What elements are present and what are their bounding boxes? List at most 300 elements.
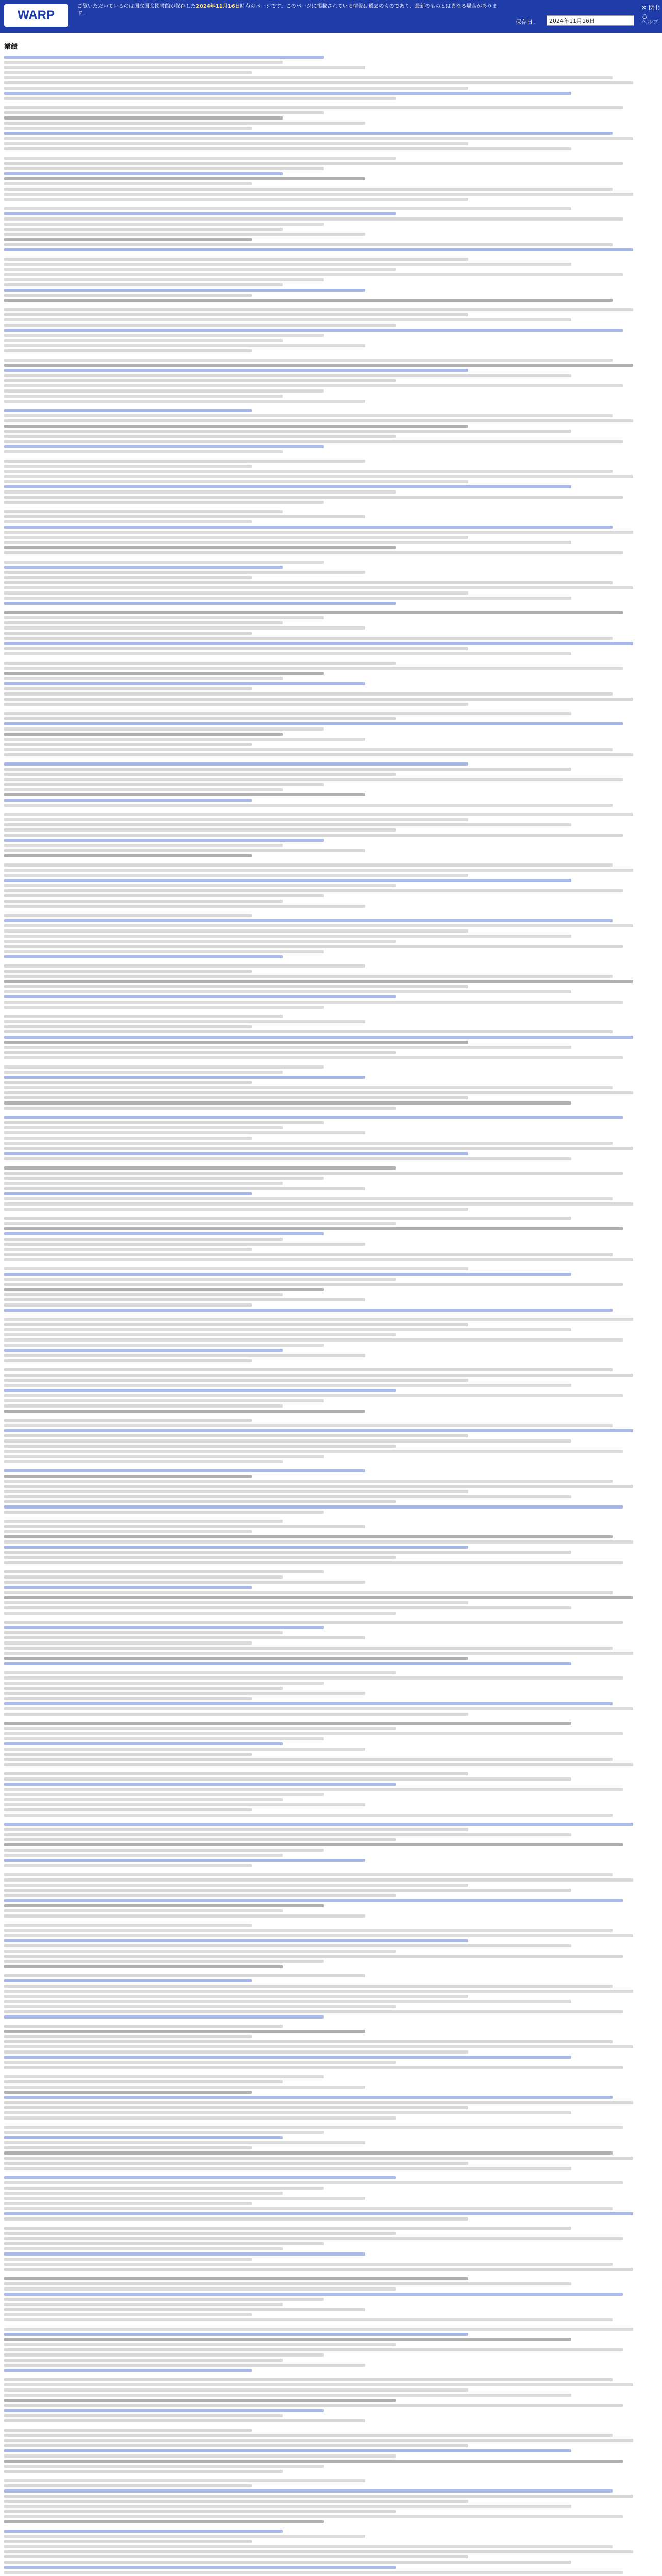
text-line-placeholder bbox=[4, 2333, 468, 2336]
text-line-placeholder bbox=[4, 2167, 571, 2170]
text-line-placeholder bbox=[4, 2530, 283, 2533]
text-line-placeholder bbox=[4, 1889, 571, 1892]
text-line-placeholder bbox=[4, 2162, 468, 2165]
text-line-placeholder bbox=[4, 435, 396, 438]
text-line-placeholder bbox=[4, 1445, 396, 1448]
text-line-placeholder bbox=[4, 940, 396, 943]
text-line-placeholder bbox=[4, 2131, 324, 2134]
text-line-placeholder bbox=[4, 1990, 633, 1993]
text-line-placeholder bbox=[4, 2545, 613, 2548]
text-line-placeholder bbox=[4, 611, 623, 614]
text-line-placeholder bbox=[4, 1036, 633, 1039]
text-line-placeholder bbox=[4, 743, 252, 746]
text-line-placeholder bbox=[4, 1854, 283, 1857]
text-line-placeholder bbox=[4, 349, 252, 352]
text-line-placeholder bbox=[4, 2242, 324, 2245]
text-line-placeholder bbox=[4, 2141, 365, 2144]
text-line-placeholder bbox=[4, 1328, 571, 1331]
text-line-placeholder bbox=[4, 1657, 468, 1660]
text-line-placeholder bbox=[4, 2520, 324, 2523]
text-line-placeholder bbox=[4, 698, 633, 701]
text-line-placeholder bbox=[4, 975, 613, 978]
text-line-placeholder bbox=[4, 1581, 365, 1584]
text-line-placeholder bbox=[4, 1556, 396, 1559]
text-line-placeholder bbox=[4, 2050, 468, 2054]
text-line-placeholder bbox=[4, 258, 468, 261]
text-line-placeholder bbox=[4, 1641, 252, 1645]
text-line-placeholder bbox=[4, 576, 252, 579]
text-line-placeholder bbox=[4, 490, 396, 494]
text-line-placeholder bbox=[4, 496, 623, 499]
text-line-placeholder bbox=[4, 536, 468, 539]
text-line-placeholder bbox=[4, 2101, 633, 2104]
text-line-placeholder bbox=[4, 1713, 468, 1716]
text-line-placeholder bbox=[4, 510, 283, 513]
text-line-placeholder bbox=[4, 2015, 324, 2019]
text-line-placeholder bbox=[4, 2010, 623, 2013]
text-line-placeholder bbox=[4, 116, 283, 120]
text-line-placeholder bbox=[4, 470, 613, 473]
text-line-placeholder bbox=[4, 753, 633, 756]
text-line-placeholder bbox=[4, 1208, 468, 1211]
text-line-placeholder bbox=[4, 1859, 365, 1862]
text-line-placeholder bbox=[4, 1157, 571, 1160]
text-line-placeholder bbox=[4, 1152, 468, 1155]
text-line-placeholder bbox=[4, 2479, 365, 2482]
text-line-placeholder bbox=[4, 712, 571, 715]
text-line-placeholder bbox=[4, 874, 468, 877]
text-line-placeholder bbox=[4, 430, 571, 433]
text-line-placeholder bbox=[4, 1864, 252, 1867]
text-line-placeholder bbox=[4, 692, 613, 696]
text-line-placeholder bbox=[4, 515, 365, 518]
text-line-placeholder bbox=[4, 364, 633, 367]
text-line-placeholder bbox=[4, 1232, 324, 1235]
text-line-placeholder bbox=[4, 566, 283, 569]
text-line-placeholder bbox=[4, 889, 623, 892]
text-line-placeholder bbox=[4, 2207, 613, 2210]
text-line-placeholder bbox=[4, 1955, 623, 1958]
text-line-placeholder bbox=[4, 2359, 283, 2362]
text-line-placeholder bbox=[4, 2409, 324, 2412]
text-line-placeholder bbox=[4, 1490, 468, 1493]
text-line-placeholder bbox=[4, 1814, 613, 1817]
text-line-placeholder bbox=[4, 137, 633, 140]
text-line-placeholder bbox=[4, 1354, 365, 1357]
text-line-placeholder bbox=[4, 1126, 283, 1129]
text-line-placeholder bbox=[4, 1359, 252, 1362]
text-line-placeholder bbox=[4, 445, 324, 448]
text-line-placeholder bbox=[4, 1763, 633, 1766]
text-line-placeholder bbox=[4, 1899, 623, 1902]
text-line-placeholder bbox=[4, 480, 468, 483]
text-line-placeholder bbox=[4, 1525, 365, 1528]
text-line-placeholder bbox=[4, 1121, 324, 1124]
text-line-placeholder bbox=[4, 1878, 633, 1882]
text-line-placeholder bbox=[4, 1424, 613, 1427]
text-line-placeholder bbox=[4, 1575, 283, 1579]
text-line-placeholder bbox=[4, 1823, 633, 1826]
text-line-placeholder bbox=[4, 2237, 623, 2240]
text-line-placeholder bbox=[4, 1147, 633, 1150]
text-line-placeholder bbox=[4, 1601, 468, 1604]
text-line-placeholder bbox=[4, 970, 252, 973]
text-line-placeholder bbox=[4, 935, 571, 938]
capture-date-select[interactable]: 2024年11月16日 bbox=[547, 15, 634, 26]
text-line-placeholder bbox=[4, 425, 468, 428]
text-line-placeholder bbox=[4, 1551, 571, 1554]
text-line-placeholder bbox=[4, 2217, 468, 2221]
text-line-placeholder bbox=[4, 400, 365, 403]
text-line-placeholder bbox=[4, 602, 396, 605]
text-line-placeholder bbox=[4, 87, 468, 90]
text-line-placeholder bbox=[4, 1965, 283, 1968]
text-line-placeholder bbox=[4, 2394, 571, 2397]
text-line-placeholder bbox=[4, 1753, 252, 1756]
text-line-placeholder bbox=[4, 1495, 571, 1498]
text-line-placeholder bbox=[4, 1682, 324, 1685]
text-line-placeholder bbox=[4, 1979, 252, 1982]
text-line-placeholder bbox=[4, 233, 365, 236]
text-line-placeholder bbox=[4, 894, 324, 897]
text-line-placeholder bbox=[4, 1142, 613, 1145]
text-line-placeholder bbox=[4, 278, 324, 281]
text-line-placeholder bbox=[4, 1500, 396, 1503]
text-line-placeholder bbox=[4, 339, 283, 342]
text-line-placeholder bbox=[4, 2086, 365, 2089]
text-line-placeholder bbox=[4, 1904, 324, 1907]
text-line-placeholder bbox=[4, 828, 396, 832]
text-line-placeholder bbox=[4, 2500, 468, 2503]
text-line-placeholder bbox=[4, 2404, 623, 2407]
text-line-placeholder bbox=[4, 71, 252, 74]
text-line-placeholder bbox=[4, 374, 571, 377]
text-line-placeholder bbox=[4, 1950, 396, 1953]
text-line-placeholder bbox=[4, 228, 283, 231]
text-line-placeholder bbox=[4, 1222, 396, 1225]
text-line-placeholder bbox=[4, 1303, 252, 1307]
text-line-placeholder bbox=[4, 929, 468, 933]
text-line-placeholder bbox=[4, 2571, 623, 2574]
text-line-placeholder bbox=[4, 2419, 365, 2422]
text-line-placeholder bbox=[4, 384, 623, 387]
text-line-placeholder bbox=[4, 395, 283, 398]
text-line-placeholder bbox=[4, 945, 623, 948]
text-line-placeholder bbox=[4, 2258, 252, 2261]
text-line-placeholder bbox=[4, 2025, 283, 2028]
text-line-placeholder bbox=[4, 1065, 324, 1069]
text-line-placeholder bbox=[4, 1985, 613, 1988]
text-line-placeholder bbox=[4, 273, 623, 276]
text-line-placeholder bbox=[4, 1278, 396, 1281]
text-line-placeholder bbox=[4, 313, 468, 316]
text-line-placeholder bbox=[4, 379, 396, 382]
text-line-placeholder bbox=[4, 2227, 571, 2230]
text-line-placeholder bbox=[4, 147, 571, 150]
text-line-placeholder bbox=[4, 1460, 283, 1463]
text-line-placeholder bbox=[4, 2348, 623, 2351]
text-line-placeholder bbox=[4, 1001, 623, 1004]
text-line-placeholder bbox=[4, 1344, 324, 1347]
text-line-placeholder bbox=[4, 299, 613, 302]
text-line-placeholder bbox=[4, 1924, 252, 1927]
text-line-placeholder bbox=[4, 2510, 396, 2513]
text-line-placeholder bbox=[4, 1626, 324, 1629]
text-line-placeholder bbox=[4, 2434, 613, 2437]
text-line-placeholder bbox=[4, 2449, 571, 2452]
page-title: 業績 bbox=[4, 43, 18, 51]
text-line-placeholder bbox=[4, 2176, 396, 2179]
text-line-placeholder bbox=[4, 2484, 252, 2487]
text-line-placeholder bbox=[4, 762, 468, 766]
text-line-placeholder bbox=[4, 597, 571, 600]
text-line-placeholder bbox=[4, 652, 571, 655]
text-line-placeholder bbox=[4, 2126, 623, 2129]
text-line-placeholder bbox=[4, 2096, 613, 2099]
text-line-placeholder bbox=[4, 2293, 623, 2296]
text-line-placeholder bbox=[4, 2369, 252, 2372]
text-line-placeholder bbox=[4, 1076, 365, 1079]
text-line-placeholder bbox=[4, 2550, 633, 2553]
text-line-placeholder bbox=[4, 212, 396, 215]
text-line-placeholder bbox=[4, 1197, 613, 1200]
text-line-placeholder bbox=[4, 2151, 613, 2155]
text-line-placeholder bbox=[4, 217, 623, 221]
text-line-placeholder bbox=[4, 1833, 571, 1836]
text-line-placeholder bbox=[4, 1333, 396, 1336]
text-line-placeholder bbox=[4, 531, 633, 534]
text-line-placeholder bbox=[4, 778, 623, 781]
text-line-placeholder bbox=[4, 2035, 252, 2038]
text-line-placeholder bbox=[4, 1288, 324, 1291]
text-line-placeholder bbox=[4, 2268, 633, 2271]
text-line-placeholder bbox=[4, 1187, 365, 1190]
text-line-placeholder bbox=[4, 919, 613, 922]
text-line-placeholder bbox=[4, 1015, 283, 1018]
text-line-placeholder bbox=[4, 2212, 633, 2215]
text-line-placeholder bbox=[4, 561, 324, 564]
text-line-placeholder bbox=[4, 647, 468, 650]
text-line-placeholder bbox=[4, 1727, 396, 1730]
text-line-placeholder bbox=[4, 2202, 252, 2205]
text-line-placeholder bbox=[4, 193, 633, 196]
text-line-placeholder bbox=[4, 990, 571, 993]
text-line-placeholder bbox=[4, 111, 324, 114]
text-line-placeholder bbox=[4, 1631, 283, 1634]
text-line-placeholder bbox=[4, 1505, 623, 1509]
text-line-placeholder bbox=[4, 1071, 283, 1074]
text-line-placeholder bbox=[4, 81, 633, 84]
text-line-placeholder bbox=[4, 1636, 365, 1639]
text-line-placeholder bbox=[4, 1596, 633, 1599]
text-line-placeholder bbox=[4, 308, 633, 311]
text-line-placeholder bbox=[4, 2298, 324, 2301]
text-line-placeholder bbox=[4, 1051, 396, 1054]
text-line-placeholder bbox=[4, 248, 633, 251]
text-line-placeholder bbox=[4, 268, 396, 271]
text-line-placeholder bbox=[4, 2197, 365, 2200]
text-line-placeholder bbox=[4, 793, 365, 796]
text-line-placeholder bbox=[4, 1202, 633, 1206]
warp-logo[interactable]: WARP bbox=[4, 4, 68, 27]
text-line-placeholder bbox=[4, 642, 633, 645]
text-line-placeholder bbox=[4, 157, 396, 160]
text-line-placeholder bbox=[4, 1606, 571, 1609]
text-line-placeholder bbox=[4, 884, 396, 887]
text-line-placeholder bbox=[4, 1116, 623, 1119]
text-line-placeholder bbox=[4, 2091, 252, 2094]
text-line-placeholder bbox=[4, 1248, 252, 1251]
text-line-placeholder bbox=[4, 2378, 613, 2381]
text-line-placeholder bbox=[4, 526, 613, 529]
text-line-placeholder bbox=[4, 1612, 396, 1615]
text-line-placeholder bbox=[4, 703, 468, 706]
text-line-placeholder bbox=[4, 1621, 623, 1624]
text-line-placeholder bbox=[4, 172, 283, 175]
text-line-placeholder bbox=[4, 1828, 468, 1831]
text-line-placeholder bbox=[4, 616, 324, 619]
text-line-placeholder bbox=[4, 389, 324, 393]
text-line-placeholder bbox=[4, 1309, 613, 1312]
text-line-placeholder bbox=[4, 359, 613, 362]
text-line-placeholder bbox=[4, 2444, 468, 2447]
text-line-placeholder bbox=[4, 667, 623, 670]
text-line-placeholder bbox=[4, 283, 283, 286]
text-line-placeholder bbox=[4, 1722, 571, 1725]
text-line-placeholder bbox=[4, 2364, 365, 2367]
text-line-placeholder bbox=[4, 2328, 633, 2331]
text-line-placeholder bbox=[4, 1944, 571, 1947]
text-line-placeholder bbox=[4, 1046, 571, 1049]
text-line-placeholder bbox=[4, 2277, 468, 2280]
text-line-placeholder bbox=[4, 1909, 283, 1912]
text-line-placeholder bbox=[4, 586, 633, 589]
text-line-placeholder bbox=[4, 2247, 283, 2250]
text-line-placeholder bbox=[4, 2146, 252, 2149]
text-line-placeholder bbox=[4, 914, 252, 917]
text-line-placeholder bbox=[4, 2555, 468, 2558]
notice-date: 2024年11月16日 bbox=[196, 4, 240, 9]
text-line-placeholder bbox=[4, 263, 571, 266]
text-line-placeholder bbox=[4, 980, 633, 983]
text-line-placeholder bbox=[4, 2388, 468, 2392]
text-line-placeholder bbox=[4, 2303, 283, 2306]
text-line-placeholder bbox=[4, 687, 252, 690]
text-line-placeholder bbox=[4, 1793, 324, 1796]
text-line-placeholder bbox=[4, 2566, 396, 2569]
text-line-placeholder bbox=[4, 450, 283, 453]
text-line-placeholder bbox=[4, 1758, 613, 1761]
text-line-placeholder bbox=[4, 207, 571, 210]
text-line-placeholder bbox=[4, 804, 613, 807]
text-line-placeholder bbox=[4, 1530, 252, 1533]
close-banner-button[interactable]: ✕ 閉じる bbox=[641, 4, 661, 20]
text-line-placeholder bbox=[4, 1849, 324, 1852]
text-line-placeholder bbox=[4, 1455, 324, 1458]
text-line-placeholder bbox=[4, 1006, 324, 1009]
text-line-placeholder bbox=[4, 1368, 613, 1371]
text-line-placeholder bbox=[4, 621, 283, 624]
text-line-placeholder bbox=[4, 863, 613, 867]
help-link[interactable]: ヘルプ bbox=[641, 19, 658, 25]
text-line-placeholder bbox=[4, 1258, 633, 1261]
text-line-placeholder bbox=[4, 541, 571, 544]
text-line-placeholder bbox=[4, 1086, 613, 1089]
text-line-placeholder bbox=[4, 2561, 571, 2564]
text-line-placeholder bbox=[4, 177, 365, 180]
text-line-placeholder bbox=[4, 2232, 396, 2235]
text-line-placeholder bbox=[4, 1480, 613, 1483]
text-line-placeholder bbox=[4, 581, 613, 584]
text-line-placeholder bbox=[4, 1182, 283, 1185]
text-line-placeholder bbox=[4, 1338, 623, 1342]
text-line-placeholder bbox=[4, 844, 283, 847]
text-line-placeholder bbox=[4, 1394, 623, 1397]
text-line-placeholder bbox=[4, 2515, 623, 2518]
text-line-placeholder bbox=[4, 2080, 283, 2083]
text-line-placeholder bbox=[4, 1293, 283, 1296]
text-line-placeholder bbox=[4, 243, 613, 246]
text-line-placeholder bbox=[4, 1546, 468, 1549]
text-line-placeholder bbox=[4, 1995, 468, 1998]
text-line-placeholder bbox=[4, 834, 623, 837]
text-line-placeholder bbox=[4, 1379, 468, 1382]
text-line-placeholder bbox=[4, 964, 365, 968]
text-line-placeholder bbox=[4, 1873, 613, 1876]
text-line-placeholder bbox=[4, 2465, 324, 2468]
text-line-placeholder bbox=[4, 1227, 623, 1230]
text-line-placeholder bbox=[4, 2343, 396, 2346]
text-line-placeholder bbox=[4, 162, 623, 165]
text-line-placeholder bbox=[4, 1798, 283, 1801]
text-line-placeholder bbox=[4, 2540, 252, 2543]
text-line-placeholder bbox=[4, 2399, 396, 2402]
text-line-placeholder bbox=[4, 475, 633, 478]
text-line-placeholder bbox=[4, 955, 283, 958]
text-line-placeholder bbox=[4, 2187, 324, 2190]
text-line-placeholder bbox=[4, 591, 468, 595]
text-line-placeholder bbox=[4, 1081, 252, 1084]
text-line-placeholder bbox=[4, 2252, 365, 2256]
text-line-placeholder bbox=[4, 1535, 613, 1538]
text-line-placeholder bbox=[4, 1450, 623, 1453]
text-line-placeholder bbox=[4, 1884, 468, 1887]
archive-notice bbox=[77, 3, 500, 18]
text-line-placeholder bbox=[4, 879, 571, 882]
text-line-placeholder bbox=[4, 1692, 365, 1695]
text-line-placeholder bbox=[4, 1671, 396, 1674]
text-line-placeholder bbox=[4, 551, 623, 554]
text-line-placeholder bbox=[4, 2056, 571, 2059]
notice-prefix: ご覧いただいているのは国立国会図書館が保存した bbox=[77, 4, 196, 9]
text-line-placeholder bbox=[4, 662, 396, 665]
text-line-placeholder bbox=[4, 2181, 623, 2184]
text-line-placeholder bbox=[4, 1586, 252, 1589]
text-line-placeholder bbox=[4, 950, 324, 953]
text-line-placeholder bbox=[4, 188, 613, 191]
text-line-placeholder bbox=[4, 1748, 365, 1751]
text-line-placeholder bbox=[4, 783, 324, 786]
capture-date-label: 保存日： bbox=[516, 19, 538, 25]
text-line-placeholder bbox=[4, 2030, 365, 2033]
text-line-placeholder bbox=[4, 127, 252, 130]
text-line-placeholder bbox=[4, 546, 396, 549]
text-line-placeholder bbox=[4, 1439, 571, 1443]
text-line-placeholder bbox=[4, 97, 396, 100]
text-line-placeholder bbox=[4, 76, 613, 79]
text-line-placeholder bbox=[4, 1647, 613, 1650]
text-line-placeholder bbox=[4, 289, 365, 292]
